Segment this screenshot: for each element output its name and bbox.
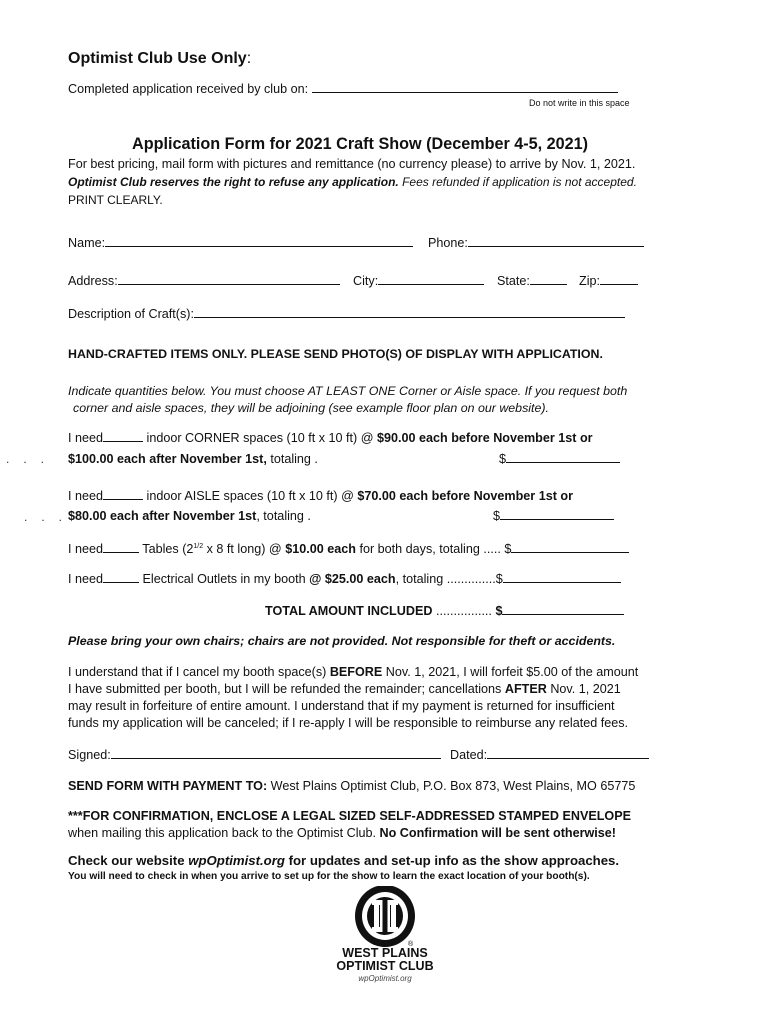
- tables-price: $10.00 each: [285, 542, 356, 557]
- confirmation-line-1: ***FOR CONFIRMATION, ENCLOSE A LEGAL SIZED SELF-ADDRESSED STAMPED ENVELOPE: [68, 809, 632, 823]
- city-field[interactable]: [378, 273, 484, 285]
- dated-row: [450, 747, 649, 763]
- cancel-before: BEFORE: [329, 665, 383, 679]
- address-row: [68, 273, 340, 289]
- send-line: [68, 778, 635, 794]
- tables-total-field[interactable]: [511, 541, 629, 553]
- corner-line-2: [68, 451, 318, 467]
- outlets-totaling: , totaling ..............$: [395, 572, 503, 586]
- total-line: [265, 603, 624, 619]
- description-field[interactable]: [194, 306, 625, 318]
- description-row: [68, 306, 625, 322]
- logo-line-2: OPTIMIST CLUB: [336, 959, 434, 973]
- optimist-club-logo: [330, 886, 440, 988]
- signed-label: Signed:: [68, 748, 111, 762]
- total-amount-field[interactable]: [502, 603, 624, 615]
- outlets-total-field[interactable]: [503, 571, 621, 583]
- phone-field[interactable]: [468, 235, 644, 247]
- aisle-total-field[interactable]: [500, 508, 614, 520]
- club-use-heading-text: Optimist Club Use Only: [68, 50, 247, 67]
- intro-line-1: For best pricing, mail form with pictures and remittance (no currency please) to arrive by Nov. 1, 2021.: [68, 157, 636, 171]
- corner-total-row: [499, 451, 620, 467]
- cancel-1c: Nov. 1, 2021, I will forfeit $5.00 of the amount: [382, 665, 639, 679]
- website-line: [68, 853, 619, 869]
- address-label: Address:: [68, 274, 118, 288]
- zip-label: Zip:: [579, 274, 600, 288]
- corner-totaling: totaling .: [266, 452, 318, 466]
- cancel-line-3: may result in forfeiture of entire amount. I understand that if my payment is returned for insufficient: [68, 699, 615, 713]
- address-field[interactable]: [118, 273, 340, 285]
- website-link[interactable]: wpOptimist.org: [188, 853, 285, 868]
- aisle-need-label: I need: [68, 489, 104, 503]
- outlets-line: [68, 571, 621, 587]
- phone-row: [428, 235, 644, 251]
- cancel-after: AFTER: [504, 682, 547, 696]
- state-row: [497, 273, 567, 289]
- club-use-heading: [68, 49, 251, 69]
- description-label: Description of Craft(s):: [68, 307, 194, 321]
- total-dots: ................: [432, 604, 496, 618]
- state-field[interactable]: [530, 273, 567, 285]
- confirmation-line-2: [68, 825, 616, 841]
- website-post: for updates and set-up info as the show approaches.: [284, 853, 620, 868]
- outlets-need-label: I need: [68, 572, 104, 586]
- send-address: West Plains Optimist Club, P.O. Box 873, West Plains, MO 65775: [267, 779, 636, 793]
- intro-refuse-text: Optimist Club reserves the right to refuse any application.: [68, 175, 399, 189]
- state-label: State:: [497, 274, 530, 288]
- zip-field[interactable]: [600, 273, 638, 285]
- phone-label: Phone:: [428, 236, 468, 250]
- tables-desc: Tables (2: [139, 542, 194, 557]
- intro-line-2: [68, 174, 637, 190]
- handcrafted-notice: HAND-CRAFTED ITEMS ONLY. PLEASE SEND PHOTO(S) OF DISPLAY WITH APPLICATION.: [68, 347, 603, 361]
- form-title: Application Form for 2021 Craft Show (December 4-5, 2021): [132, 135, 589, 153]
- dated-label: Dated:: [450, 748, 488, 762]
- intro-refund-text: Fees refunded if application is not accepted.: [398, 175, 637, 189]
- quantities-line-2: corner and aisle spaces, they will be adjoining (see example floor plan on our website).: [73, 401, 549, 415]
- corner-price-after: $100.00 each after November 1st,: [68, 452, 267, 466]
- tables-line: [68, 539, 629, 557]
- cancel-line-2: [68, 681, 621, 697]
- check-in-note: You will need to check in when you arrive to set up for the show to learn the exact location of your booth(s).: [68, 871, 590, 882]
- cancel-line-4: funds my application will be canceled; if I re-apply I will be responsible to reimburse any related fees.: [68, 716, 629, 730]
- corner-leader-dots: ...: [6, 452, 59, 466]
- quantities-line-1: Indicate quantities below. You must choose AT LEAST ONE Corner or Aisle space. If you request both: [68, 384, 628, 398]
- confirmation-mailing: when mailing this application back to the Optimist Club.: [68, 826, 380, 840]
- do-not-write-note: Do not write in this space: [529, 98, 630, 108]
- outlets-quantity-field[interactable]: [103, 571, 139, 583]
- corner-price-before: $90.00 each before November 1st or: [376, 431, 593, 445]
- cancel-2a: I have submitted per booth, but I will be refunded the remainder; cancellations: [68, 682, 505, 696]
- signature-field[interactable]: [111, 747, 441, 759]
- corner-need-label: I need: [68, 431, 104, 445]
- aisle-leader-dots: ...: [24, 510, 77, 524]
- total-label: TOTAL AMOUNT INCLUDED: [265, 604, 433, 618]
- city-row: [353, 273, 484, 289]
- received-line: [68, 81, 618, 97]
- cancel-1a: I understand that if I cancel my booth space(s): [68, 665, 330, 679]
- print-clearly: PRINT CLEARLY.: [68, 193, 163, 207]
- total-dollar: $: [495, 604, 503, 618]
- aisle-price-before: $70.00 each before November 1st or: [357, 489, 574, 503]
- cancel-2c: Nov. 1, 2021: [546, 682, 621, 696]
- corner-dollar: $: [499, 452, 507, 466]
- aisle-line-2: [68, 508, 311, 524]
- cancel-line-1: [68, 664, 638, 680]
- aisle-desc: indoor AISLE spaces (10 ft x 10 ft) @: [143, 489, 358, 503]
- website-pre: Check our website: [68, 853, 189, 868]
- date-field[interactable]: [487, 747, 649, 759]
- aisle-dollar: $: [493, 509, 501, 523]
- received-date-field[interactable]: [312, 81, 618, 93]
- tables-half-sup: 1/2: [193, 543, 204, 550]
- chairs-notice: Please bring your own chairs; chairs are not provided. Not responsible for theft or accidents.: [68, 634, 616, 648]
- aisle-price-after: $80.00 each after November 1st: [68, 509, 257, 523]
- corner-line-1: [68, 430, 593, 446]
- corner-quantity-field[interactable]: [103, 430, 143, 442]
- tables-desc-2: x 8 ft long) @: [203, 542, 286, 557]
- corner-desc: indoor CORNER spaces (10 ft x 10 ft) @: [143, 431, 377, 445]
- aisle-total-row: [493, 508, 614, 524]
- zip-row: [579, 273, 638, 289]
- received-label: Completed application received by club on:: [68, 82, 309, 96]
- outlets-price: @ $25.00 each: [309, 572, 396, 586]
- signed-row: [68, 747, 441, 763]
- tables-totaling: for both days, totaling ..... $: [355, 542, 512, 557]
- aisle-line-1: [68, 488, 573, 504]
- aisle-quantity-field[interactable]: [103, 488, 143, 500]
- send-label: SEND FORM WITH PAYMENT TO:: [68, 779, 268, 793]
- name-label: Name:: [68, 236, 106, 250]
- aisle-totaling: , totaling .: [256, 509, 311, 523]
- outlets-desc: Electrical Outlets in my booth: [139, 572, 310, 586]
- corner-total-field[interactable]: [506, 451, 620, 463]
- registered-mark: ®: [408, 941, 414, 948]
- logo-url: wpOptimist.org: [358, 974, 412, 983]
- logo-line-1: WEST PLAINS: [342, 946, 428, 960]
- name-field[interactable]: [105, 235, 413, 247]
- name-row: [68, 235, 413, 251]
- confirmation-warning: No Confirmation will be sent otherwise!: [379, 826, 617, 840]
- tables-quantity-field[interactable]: [103, 541, 139, 553]
- tables-need-label: I need: [68, 542, 104, 557]
- city-label: City:: [353, 274, 379, 288]
- club-use-colon: :: [246, 50, 252, 67]
